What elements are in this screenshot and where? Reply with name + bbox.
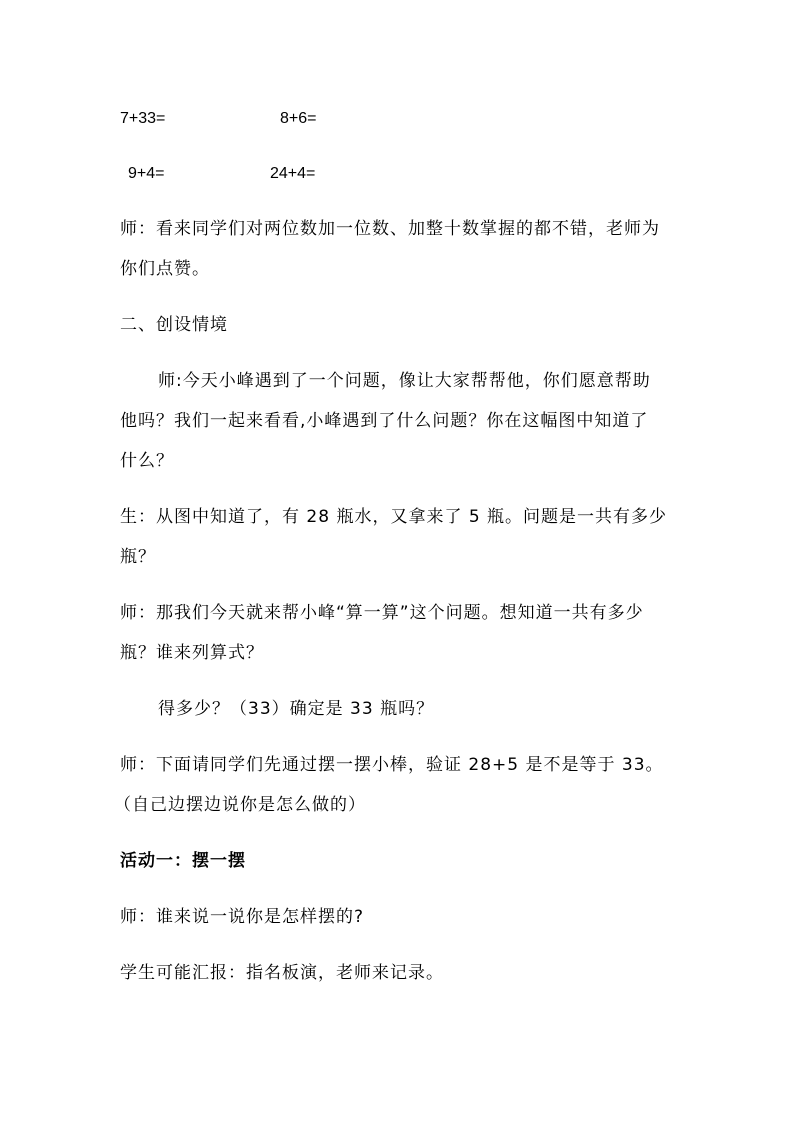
equation-24-plus-4: 24+4= — [270, 165, 316, 182]
paragraph-calculate-line2: 瓶？谁来列算式？ — [120, 643, 264, 663]
paragraph-student-answer-line1: 生：从图中知道了，有 28 瓶水，又拿来了 5 瓶。问题是一共有多少 — [120, 507, 668, 527]
paragraph-verify-line1: 师：下面请同学们先通过摆一摆小棒，验证 28+5 是不是等于 33。 — [120, 755, 664, 775]
paragraph-student-answer-line2: 瓶？ — [120, 547, 156, 567]
paragraph-teacher-ask: 师：谁来说一说你是怎样摆的? — [120, 907, 365, 927]
paragraph-problem-line3: 什么？ — [120, 451, 174, 471]
equation-9-plus-4: 9+4= — [128, 165, 165, 182]
paragraph-problem-line2: 他吗？我们一起来看看,小峰遇到了什么问题？你在这幅图中知道了 — [120, 411, 649, 431]
paragraph-teacher-praise-line1: 师：看来同学们对两位数加一位数、加整十数掌握的都不错，老师为 — [120, 219, 660, 239]
paragraph-student-report: 学生可能汇报：指名板演，老师来记录。 — [120, 963, 444, 983]
section-title-create-scenario: 二、创设情境 — [120, 315, 228, 335]
equation-7-plus-33: 7+33= — [120, 110, 166, 127]
paragraph-teacher-praise-line2: 你们点赞。 — [120, 259, 210, 279]
paragraph-result-question: 得多少？（33）确定是 33 瓶吗？ — [158, 699, 435, 719]
paragraph-verify-line2: （自己边摆边说你是怎么做的） — [114, 795, 366, 815]
activity-one-title: 活动一：摆一摆 — [120, 851, 246, 871]
equation-8-plus-6: 8+6= — [280, 110, 317, 127]
paragraph-problem-line1: 师:今天小峰遇到了一个问题，像让大家帮帮他，你们愿意帮助 — [158, 371, 651, 391]
paragraph-calculate-line1: 师：那我们今天就来帮小峰“算一算”这个问题。想知道一共有多少 — [120, 603, 644, 623]
